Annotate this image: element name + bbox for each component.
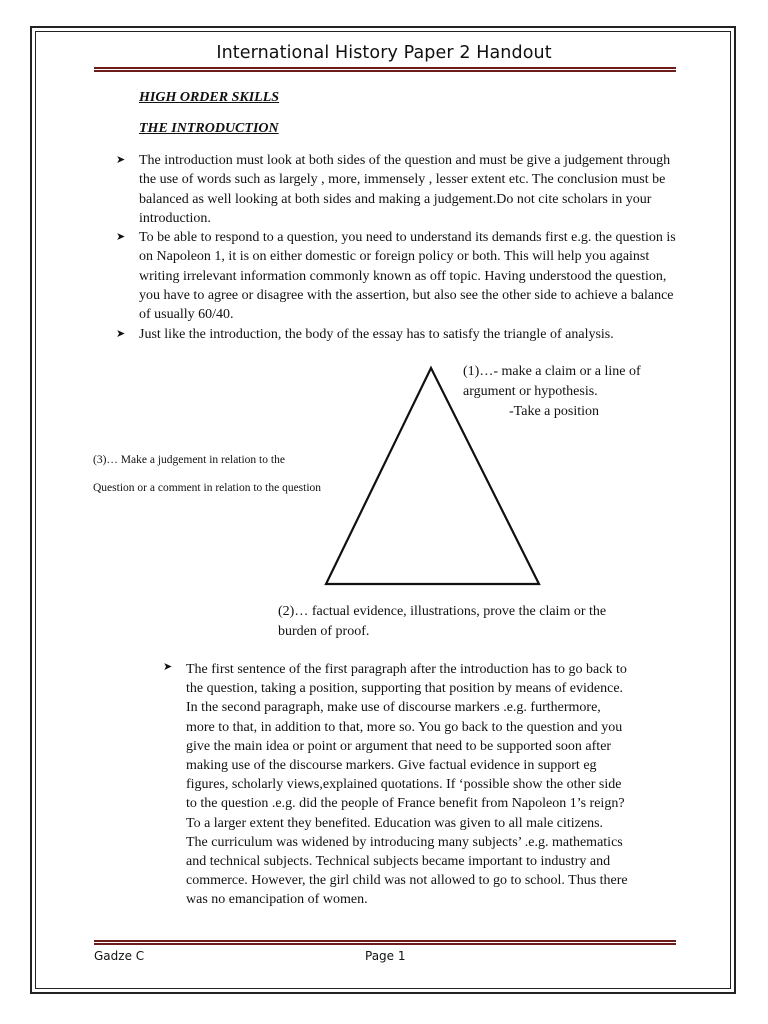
- triangle-label-2: [278, 602, 606, 642]
- document-title: International History Paper 2 Handout: [216, 43, 552, 63]
- bullet-list: [116, 151, 686, 344]
- triangle-label-2-line-1: (2)… factual evidence, illustrations, prove the claim or the: [278, 604, 607, 619]
- paragraph-line: The curriculum was widened by introducing many subjects’ .e.g. mathematics: [186, 834, 623, 850]
- paragraph-line: The first sentence of the first paragraph after the introduction has to go back to: [186, 662, 627, 677]
- arrow-bullet-icon: ➤: [116, 327, 126, 340]
- paragraph-line: To a larger extent they benefited. Education was given to all male citizens.: [186, 815, 604, 831]
- body-paragraph: [186, 660, 685, 910]
- paragraph-line: figures, scholarly views,explained quotations. If ‘possible show the other side: [186, 777, 622, 793]
- footer-page-number: Page 1: [365, 949, 406, 963]
- paragraph-line: was no emancipation of women.: [186, 892, 368, 908]
- triangle-label-1: [463, 362, 641, 422]
- bullet-text: Just like the introduction, the body of the essay has to satisfy the triangle of analysis.: [139, 326, 614, 342]
- triangle-label-1-line-1: (1)…- make a claim or a line of: [463, 364, 641, 379]
- triangle-label-3-line-2: Question or a comment in relation to the question: [93, 482, 322, 494]
- footer-author: Gadze C: [94, 949, 145, 963]
- heading-the-introduction: THE INTRODUCTION: [139, 121, 279, 136]
- list-item: [116, 151, 686, 228]
- paragraph-line: the question, taking a position, supporting that position by means of evidence.: [186, 681, 624, 697]
- triangle-label-3-line-1: (3)… Make a judgement in relation to the: [93, 454, 285, 466]
- triangle-label-1-line-3: -Take a position: [509, 404, 599, 419]
- triangle-label-2-line-2: burden of proof.: [278, 624, 370, 639]
- bullet-text: The introduction must look at both sides of the question and must be give a judgement through the use of words such as largely , more, immensely , lesser extent etc. The conclusion must be balanced as well looking at both sides and making a judgement.Do not cite scholars in your introduction.: [139, 153, 671, 226]
- paragraph-line: making use of the discourse markers. Give factual evidence in support eg: [186, 758, 597, 774]
- arrow-bullet-icon: ➤: [116, 154, 126, 166]
- header-divider: [94, 67, 676, 72]
- paragraph-line: commerce. However, the girl child was not allowed to go to school. Thus there: [186, 873, 628, 889]
- paragraph-line: give the main idea or point or argument that need to be supported soon after: [186, 738, 612, 754]
- paragraph-line: In the second paragraph, make use of discourse markers .e.g. furthermore,: [186, 700, 601, 716]
- paragraph-line: and technical subjects. Technical subjects became important to industry and: [186, 854, 611, 870]
- list-item: [116, 228, 686, 324]
- arrow-bullet-icon: ➤: [116, 231, 126, 244]
- body-paragraph-block: [163, 660, 685, 910]
- footer-divider: [94, 940, 676, 945]
- list-item: [116, 325, 686, 344]
- heading-high-order-skills: HIGH ORDER SKILLS: [139, 90, 280, 105]
- arrow-bullet-icon: ➤: [163, 661, 173, 673]
- bullet-text: To be able to respond to a question, you need to understand its demands first e.g. the question is on Napoleon 1, it is on either domestic or foreign policy or both. This will help you against writing irrelevant information commonly known as off topic. Having understood the question, you have to agree or disagree with the assertion, but also see the other side to achieve a balance of usually 60/40.: [139, 230, 676, 323]
- paragraph-line: to the question .e.g. did the people of France benefit from Napoleon 1’s reign?: [186, 796, 625, 812]
- paragraph-line: more to that, in addition to that, more so. You go back to the question and you: [186, 719, 623, 735]
- triangle-label-1-line-2: argument or hypothesis.: [463, 384, 598, 399]
